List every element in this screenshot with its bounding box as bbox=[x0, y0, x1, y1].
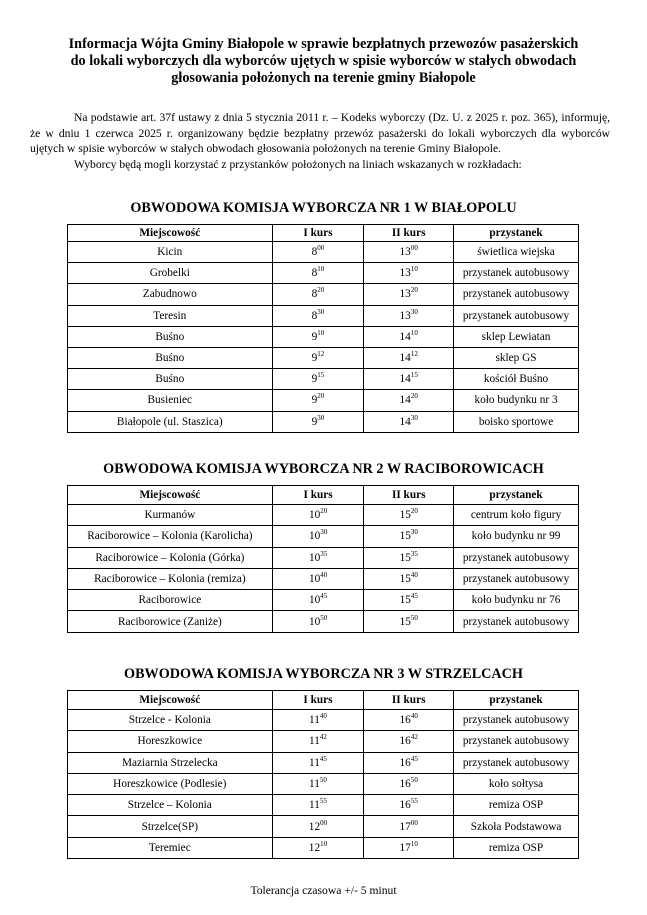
cell-course-1 bbox=[272, 816, 364, 837]
cell-stop: sklep Lewiatan bbox=[454, 326, 579, 347]
course-2-minutes: 42 bbox=[410, 733, 418, 742]
cell-course-2 bbox=[364, 547, 454, 568]
course-2-minutes: 20 bbox=[410, 507, 418, 516]
course-1-minutes: 15 bbox=[317, 371, 325, 380]
course-2-minutes: 10 bbox=[410, 265, 418, 274]
cell-stop: boisko sportowe bbox=[454, 411, 579, 432]
course-2-minutes: 00 bbox=[410, 244, 418, 253]
cell-stop: remiza OSP bbox=[454, 837, 579, 858]
course-2-hour: 14 bbox=[399, 394, 411, 407]
course-1-hour: 12 bbox=[308, 841, 321, 854]
course-1-hour: 10 bbox=[308, 530, 321, 543]
cell-course-2 bbox=[364, 347, 454, 368]
cell-place: Maziarnia Strzelecka bbox=[68, 752, 273, 773]
cell-stop: przystanek autobusowy bbox=[454, 752, 579, 773]
cell-course-2 bbox=[364, 284, 454, 305]
course-1-minutes: 50 bbox=[320, 613, 328, 622]
cell-place: Teremiec bbox=[68, 837, 273, 858]
cell-stop: remiza OSP bbox=[454, 795, 579, 816]
course-2-minutes: 40 bbox=[410, 712, 418, 721]
course-1-minutes: 45 bbox=[319, 754, 327, 763]
cell-place: Strzelce – Kolonia bbox=[68, 795, 273, 816]
course-2-hour: 14 bbox=[399, 415, 411, 428]
cell-stop: przystanek autobusowy bbox=[454, 547, 579, 568]
course-2-hour: 15 bbox=[399, 509, 411, 522]
course-2-minutes: 00 bbox=[410, 818, 418, 827]
table-header-row bbox=[68, 486, 579, 505]
cell-course-1 bbox=[272, 505, 364, 526]
course-1-hour: 9 bbox=[311, 373, 318, 386]
cell-place: Strzelce(SP) bbox=[68, 816, 273, 837]
cell-stop: koło budynku nr 99 bbox=[454, 526, 579, 547]
cell-course-1 bbox=[272, 611, 364, 632]
course-2-hour: 16 bbox=[399, 778, 411, 791]
course-1-minutes: 20 bbox=[317, 392, 325, 401]
title-line-2: do lokali wyborczych dla wyborców ujętych w spisie wyborców w stałych obwodach bbox=[70, 53, 577, 69]
course-2-minutes: 55 bbox=[410, 797, 418, 806]
course-2-hour: 16 bbox=[399, 756, 411, 769]
table-row bbox=[68, 390, 579, 411]
cell-place: Kurmanów bbox=[68, 505, 273, 526]
cell-course-1 bbox=[272, 752, 364, 773]
course-2-hour: 16 bbox=[399, 735, 411, 748]
course-2-hour: 13 bbox=[399, 288, 411, 301]
header-course-2: II kurs bbox=[364, 225, 454, 242]
course-2-hour: 17 bbox=[399, 820, 411, 833]
course-1-hour: 10 bbox=[308, 551, 321, 564]
table-row bbox=[68, 305, 579, 326]
cell-place: Buśno bbox=[68, 369, 273, 390]
table-row bbox=[68, 547, 579, 568]
cell-stop: przystanek autobusowy bbox=[454, 731, 579, 752]
table-row bbox=[68, 710, 579, 731]
cell-course-2 bbox=[364, 590, 454, 611]
cell-stop: przystanek autobusowy bbox=[454, 263, 579, 284]
cell-place: Raciborowice – Kolonia (Karolicha) bbox=[68, 526, 273, 547]
course-1-minutes: 30 bbox=[320, 528, 328, 537]
course-2-minutes: 10 bbox=[410, 328, 418, 337]
cell-stop: kościół Buśno bbox=[454, 369, 579, 390]
cell-place: Horeszkowice (Podlesie) bbox=[68, 773, 273, 794]
cell-place: Grobelki bbox=[68, 263, 273, 284]
table-row bbox=[68, 369, 579, 390]
cell-course-1 bbox=[272, 795, 364, 816]
course-2-hour: 13 bbox=[399, 309, 411, 322]
course-2-hour: 13 bbox=[399, 246, 411, 259]
table-row bbox=[68, 773, 579, 794]
header-course-2: II kurs bbox=[364, 691, 454, 710]
intro-paragraph-2: Wyborcy będą mogli korzystać z przystanków położonych na liniach wskazanych w rozkładach: bbox=[74, 157, 522, 171]
cell-course-2 bbox=[364, 505, 454, 526]
cell-course-1 bbox=[272, 837, 364, 858]
cell-course-1 bbox=[272, 326, 364, 347]
document-title bbox=[30, 36, 617, 87]
course-2-minutes: 35 bbox=[410, 549, 418, 558]
cell-course-1 bbox=[272, 242, 364, 263]
header-course-1: I kurs bbox=[272, 691, 364, 710]
course-2-hour: 17 bbox=[399, 841, 411, 854]
header-place: Miejscowość bbox=[68, 691, 273, 710]
cell-place: Raciborowice bbox=[68, 590, 273, 611]
course-2-minutes: 12 bbox=[410, 350, 418, 359]
course-2-minutes: 30 bbox=[410, 528, 418, 537]
course-1-minutes: 30 bbox=[317, 307, 325, 316]
course-1-minutes: 12 bbox=[317, 350, 325, 359]
course-2-hour: 14 bbox=[399, 352, 411, 365]
cell-stop: koło budynku nr 3 bbox=[454, 390, 579, 411]
cell-course-2 bbox=[364, 390, 454, 411]
course-2-minutes: 50 bbox=[410, 613, 418, 622]
cell-place: Raciborowice – Kolonia (remiza) bbox=[68, 568, 273, 589]
course-1-minutes: 10 bbox=[317, 328, 325, 337]
header-stop: przystanek bbox=[454, 225, 579, 242]
cell-course-1 bbox=[272, 773, 364, 794]
course-1-hour: 11 bbox=[309, 778, 320, 791]
table-row bbox=[68, 526, 579, 547]
section-1-title: OBWODOWA KOMISJA WYBORCZA NR 1 W BIAŁOPOLU bbox=[130, 200, 517, 216]
course-2-minutes: 10 bbox=[410, 839, 418, 848]
header-course-2: II kurs bbox=[364, 486, 454, 505]
course-1-hour: 10 bbox=[308, 615, 321, 628]
cell-course-2 bbox=[364, 263, 454, 284]
course-2-minutes: 20 bbox=[410, 392, 418, 401]
cell-stop: świetlica wiejska bbox=[454, 242, 579, 263]
course-1-hour: 9 bbox=[311, 352, 318, 365]
cell-course-1 bbox=[272, 390, 364, 411]
table-row bbox=[68, 284, 579, 305]
title-line-3: głosowania położonych na terenie gminy Białopole bbox=[171, 70, 476, 86]
course-1-hour: 11 bbox=[309, 714, 320, 727]
table-row bbox=[68, 347, 579, 368]
course-2-hour: 15 bbox=[399, 573, 411, 586]
course-1-minutes: 45 bbox=[320, 592, 328, 601]
course-1-hour: 11 bbox=[309, 756, 320, 769]
course-1-minutes: 40 bbox=[319, 712, 327, 721]
section-2-title: OBWODOWA KOMISJA WYBORCZA NR 2 W RACIBOROWICACH bbox=[103, 461, 544, 477]
cell-stop: sklep GS bbox=[454, 347, 579, 368]
cell-course-2 bbox=[364, 752, 454, 773]
cell-place: Strzelce - Kolonia bbox=[68, 710, 273, 731]
course-1-minutes: 00 bbox=[317, 244, 325, 253]
cell-place: Zabudnowo bbox=[68, 284, 273, 305]
table-row bbox=[68, 590, 579, 611]
cell-course-1 bbox=[272, 411, 364, 432]
table-row bbox=[68, 411, 579, 432]
course-1-hour: 8 bbox=[311, 246, 318, 259]
course-2-minutes: 20 bbox=[410, 286, 418, 295]
cell-course-2 bbox=[364, 242, 454, 263]
course-1-hour: 11 bbox=[309, 735, 320, 748]
cell-course-2 bbox=[364, 611, 454, 632]
header-stop: przystanek bbox=[454, 486, 579, 505]
cell-course-2 bbox=[364, 837, 454, 858]
cell-place: Raciborowice (Zaniże) bbox=[68, 611, 273, 632]
header-place: Miejscowość bbox=[68, 486, 273, 505]
course-2-hour: 14 bbox=[399, 330, 411, 343]
cell-place: Kicin bbox=[68, 242, 273, 263]
cell-place: Buśno bbox=[68, 347, 273, 368]
cell-place: Białopole (ul. Staszica) bbox=[68, 411, 273, 432]
cell-course-2 bbox=[364, 568, 454, 589]
cell-course-1 bbox=[272, 347, 364, 368]
cell-stop: koło sołtysa bbox=[454, 773, 579, 794]
table-row bbox=[68, 326, 579, 347]
table-row bbox=[68, 837, 579, 858]
table-header-row bbox=[68, 225, 579, 242]
cell-course-1 bbox=[272, 263, 364, 284]
cell-course-2 bbox=[364, 773, 454, 794]
cell-course-1 bbox=[272, 547, 364, 568]
table-row bbox=[68, 731, 579, 752]
table-row bbox=[68, 795, 579, 816]
course-1-hour: 9 bbox=[311, 330, 318, 343]
intro-paragraph-1: Na podstawie art. 37f ustawy z dnia 5 stycznia 2011 r. – Kodeks wyborczy (Dz. U. z 2025 r. poz. 365), informuję, że w dniu 1 czerwca 2025 r. organizowany będzie bezpłatny przewóz pasażerski do lokali wyborczych dla wyborców ujętych w spisie wyborców w stałych obwodach głosowania położonych na terenie Gminy Białopole. bbox=[30, 111, 610, 156]
course-1-hour: 11 bbox=[309, 799, 320, 812]
schedule-table-1 bbox=[67, 224, 579, 433]
cell-stop: przystanek autobusowy bbox=[454, 710, 579, 731]
cell-course-1 bbox=[272, 369, 364, 390]
course-1-minutes: 00 bbox=[320, 818, 328, 827]
course-2-minutes: 50 bbox=[410, 776, 418, 785]
course-1-hour: 10 bbox=[308, 573, 321, 586]
course-2-hour: 15 bbox=[399, 551, 411, 564]
course-1-minutes: 10 bbox=[320, 839, 328, 848]
section-3-title: OBWODOWA KOMISJA WYBORCZA NR 3 W STRZELCACH bbox=[124, 666, 523, 682]
cell-course-2 bbox=[364, 369, 454, 390]
cell-course-1 bbox=[272, 305, 364, 326]
course-1-hour: 8 bbox=[311, 267, 318, 280]
table-row bbox=[68, 263, 579, 284]
table-row bbox=[68, 242, 579, 263]
cell-course-1 bbox=[272, 526, 364, 547]
course-2-minutes: 15 bbox=[410, 371, 418, 380]
course-2-hour: 16 bbox=[399, 799, 411, 812]
cell-stop: przystanek autobusowy bbox=[454, 611, 579, 632]
cell-place: Teresin bbox=[68, 305, 273, 326]
cell-place: Buśno bbox=[68, 326, 273, 347]
header-place: Miejscowość bbox=[68, 225, 273, 242]
header-course-1: I kurs bbox=[272, 225, 364, 242]
cell-course-2 bbox=[364, 526, 454, 547]
cell-stop: koło budynku nr 76 bbox=[454, 590, 579, 611]
cell-course-2 bbox=[364, 411, 454, 432]
course-2-minutes: 40 bbox=[410, 571, 418, 580]
course-2-minutes: 45 bbox=[410, 754, 418, 763]
course-2-hour: 14 bbox=[399, 373, 411, 386]
header-stop: przystanek bbox=[454, 691, 579, 710]
cell-stop: przystanek autobusowy bbox=[454, 305, 579, 326]
cell-stop: przystanek autobusowy bbox=[454, 568, 579, 589]
course-1-hour: 9 bbox=[311, 415, 318, 428]
course-1-minutes: 55 bbox=[319, 797, 327, 806]
course-1-hour: 8 bbox=[311, 288, 318, 301]
cell-course-1 bbox=[272, 568, 364, 589]
schedule-table-2 bbox=[67, 485, 579, 633]
course-1-hour: 10 bbox=[308, 594, 321, 607]
cell-stop: centrum koło figury bbox=[454, 505, 579, 526]
cell-course-2 bbox=[364, 710, 454, 731]
course-2-hour: 15 bbox=[399, 615, 411, 628]
course-2-hour: 15 bbox=[399, 594, 411, 607]
title-line-1: Informacja Wójta Gminy Białopole w sprawie bezpłatnych przewozów pasażerskich bbox=[68, 36, 579, 52]
cell-course-2 bbox=[364, 816, 454, 837]
header-course-1: I kurs bbox=[272, 486, 364, 505]
table-row bbox=[68, 611, 579, 632]
cell-course-2 bbox=[364, 326, 454, 347]
table-row bbox=[68, 505, 579, 526]
course-1-minutes: 20 bbox=[320, 507, 328, 516]
course-1-minutes: 30 bbox=[317, 413, 325, 422]
cell-course-1 bbox=[272, 731, 364, 752]
cell-place: Horeszkowice bbox=[68, 731, 273, 752]
time-tolerance-note: Tolerancja czasowa +/- 5 minut bbox=[250, 884, 397, 897]
course-1-minutes: 40 bbox=[320, 571, 328, 580]
cell-course-2 bbox=[364, 795, 454, 816]
cell-course-2 bbox=[364, 305, 454, 326]
cell-course-2 bbox=[364, 731, 454, 752]
course-1-minutes: 10 bbox=[317, 265, 325, 274]
table-row bbox=[68, 568, 579, 589]
course-1-hour: 8 bbox=[311, 309, 318, 322]
cell-place: Busieniec bbox=[68, 390, 273, 411]
course-2-hour: 16 bbox=[399, 714, 411, 727]
cell-course-1 bbox=[272, 710, 364, 731]
course-2-minutes: 30 bbox=[410, 307, 418, 316]
cell-course-1 bbox=[272, 590, 364, 611]
course-1-hour: 9 bbox=[311, 394, 318, 407]
cell-place: Raciborowice – Kolonia (Górka) bbox=[68, 547, 273, 568]
cell-stop: Szkoła Podstawowa bbox=[454, 816, 579, 837]
course-1-minutes: 50 bbox=[319, 776, 327, 785]
course-1-hour: 10 bbox=[308, 509, 321, 522]
table-row bbox=[68, 816, 579, 837]
course-1-minutes: 20 bbox=[317, 286, 325, 295]
schedule-table-3 bbox=[67, 690, 579, 859]
cell-stop: przystanek autobusowy bbox=[454, 284, 579, 305]
course-1-minutes: 42 bbox=[319, 733, 327, 742]
course-2-minutes: 45 bbox=[410, 592, 418, 601]
course-2-hour: 13 bbox=[399, 267, 411, 280]
intro-text bbox=[30, 110, 610, 172]
course-2-minutes: 30 bbox=[410, 413, 418, 422]
course-2-hour: 15 bbox=[399, 530, 411, 543]
course-1-hour: 12 bbox=[308, 820, 321, 833]
table-header-row bbox=[68, 691, 579, 710]
table-row bbox=[68, 752, 579, 773]
cell-course-1 bbox=[272, 284, 364, 305]
course-1-minutes: 35 bbox=[320, 549, 328, 558]
